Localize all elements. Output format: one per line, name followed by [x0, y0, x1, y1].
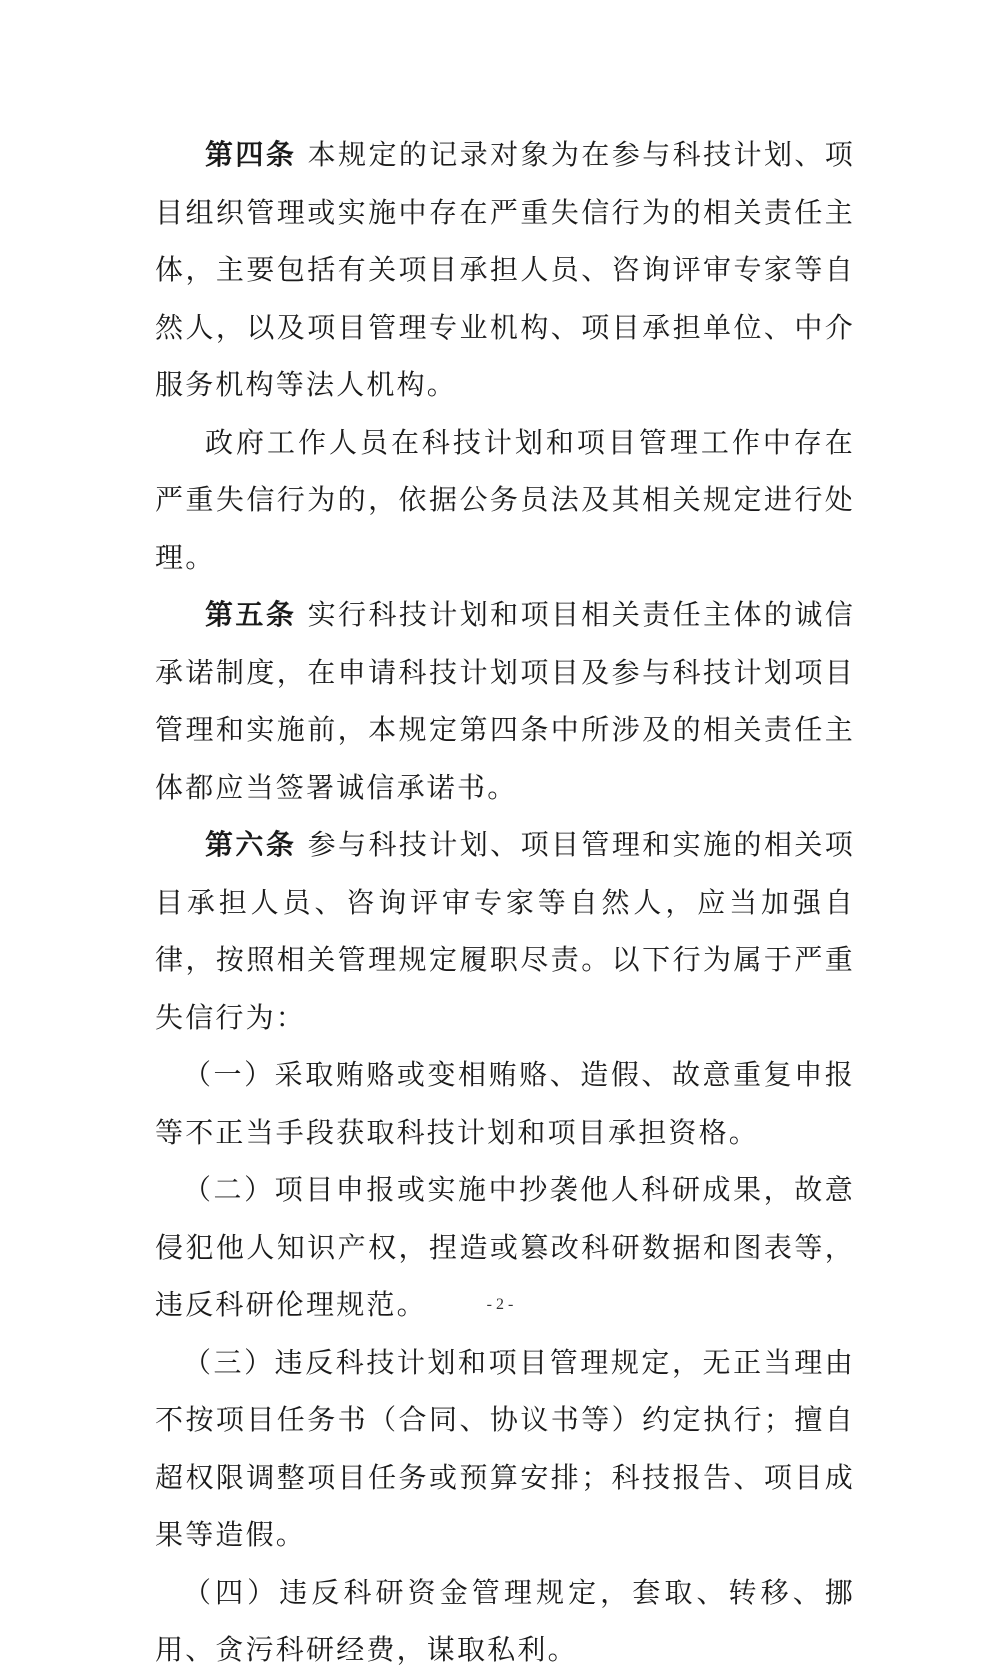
article-6-item-3: （三）违反科技计划和项目管理规定，无正当理由不按项目任务书（合同、协议书等）约定执行；擅自超权限调整项目任务或预算安排；科技报告、项目成果等造假。	[155, 1345, 855, 1551]
article-6-heading: 第六条	[205, 828, 297, 861]
article-6-item-2: （二）项目申报或实施中抄袭他人科研成果，故意侵犯他人知识产权，捏造或篡改科研数据和图表等，违反科研伦理规范。	[155, 1173, 855, 1321]
article-6-paragraph	[155, 816, 855, 1046]
article-6-item-4: （四）违反科研资金管理规定，套取、转移、挪用、贪污科研经费，谋取私利。	[155, 1575, 855, 1666]
document-body	[155, 126, 855, 1679]
article-5-paragraph	[155, 586, 855, 816]
article-4-heading: 第四条	[205, 138, 297, 171]
article-4-paragraph	[155, 126, 855, 414]
article-5-text: 实行科技计划和项目相关责任主体的诚信承诺制度，在申请科技计划项目及参与科技计划项目管理和实施前，本规定第四条中所涉及的相关责任主体都应当签署诚信承诺书。	[155, 598, 855, 804]
article-6-item-1: （一）采取贿赂或变相贿赂、造假、故意重复申报等不正当手段获取科技计划和项目承担资格。	[155, 1058, 855, 1149]
page-number: - 2 -	[486, 1296, 514, 1313]
article-5-heading: 第五条	[205, 598, 297, 631]
article-4-text: 本规定的记录对象为在参与科技计划、项目组织管理或实施中存在严重失信行为的相关责任主体，主要包括有关项目承担人员、咨询评审专家等自然人，以及项目管理专业机构、项目承担单位、中介服务机构等法人机构。	[155, 138, 855, 401]
article-4-paragraph-2: 政府工作人员在科技计划和项目管理工作中存在严重失信行为的，依据公务员法及其相关规定进行处理。	[155, 425, 855, 574]
article-6-text: 参与科技计划、项目管理和实施的相关项目承担人员、咨询评审专家等自然人，应当加强自律，按照相关管理规定履职尽责。以下行为属于严重失信行为：	[155, 828, 855, 1034]
